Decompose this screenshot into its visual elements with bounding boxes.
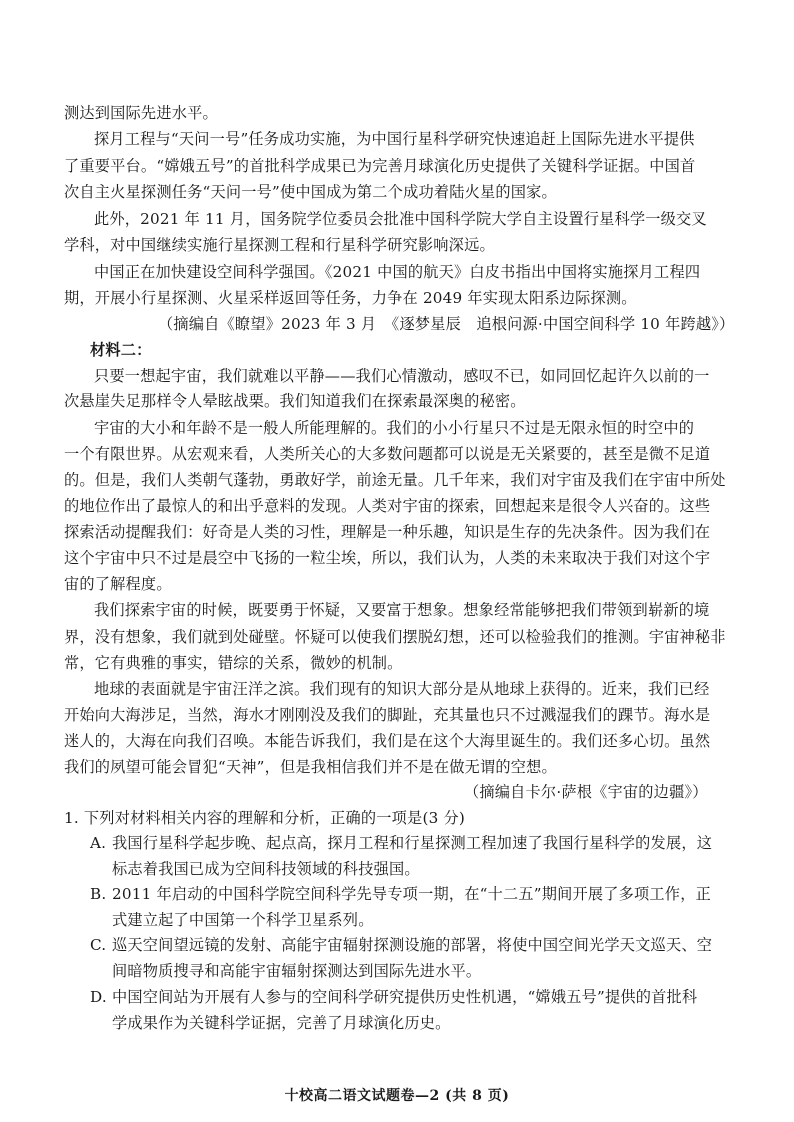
- text-line: 宙的了解程度。: [64, 575, 172, 593]
- option-b-text: 2011 年启动的中国科学院空间科学先导专项一期，在“十二五”期间开展了多项工作，正: [112, 885, 711, 903]
- text-line: 了重要平台。“嫦娥五号”的首批科学成果已为完善月球演化历史提供了关键科学证据。中国首: [64, 157, 696, 175]
- text-line: 测达到国际先进水平。: [64, 104, 218, 122]
- text-line: 开始向大海涉足，当然，海水才刚刚没及我们的脚趾，充其量也只不过溅湿我们的踝节。海水是: [64, 706, 711, 724]
- text-line: 的。但是，我们人类朝气蓬勃，勇敢好学，前途无量。几千年来，我们对宇宙及我们在宇宙中所处: [64, 471, 726, 489]
- text-line: 这个宇宙中只不过是晨空中飞扬的一粒尘埃，所以，我们认为，人类的未来取决于我们对这个宇: [64, 549, 711, 567]
- option-c-text: 间暗物质搜寻和高能宇宙辐射探测达到国际先进水平。: [112, 962, 482, 980]
- option-a-text: 我国行星科学起步晚、起点高，探月工程和行星探测工程加速了我国行星科学的发展，这: [112, 834, 713, 852]
- text-line: 中国正在加快建设空间科学强国。《2021 中国的航天》白皮书指出中国将实施探月工程四: [94, 263, 701, 281]
- text-line: 的地位作出了最惊人的和出乎意料的发现。人类对宇宙的探索，回想起来是很令人兴奋的。这些: [64, 497, 711, 515]
- text-line: 探索活动提醒我们：好奇是人类的习性，理解是一种乐趣，知识是生存的先决条件。因为我们在: [64, 523, 711, 541]
- option-d-text: 中国空间站为开展有人参与的空间科学研究提供历史性机遇，“嫦娥五号”提供的首批科: [112, 988, 698, 1006]
- text-line: 我们探索宇宙的时候，既要勇于怀疑，又要富于想象。想象经常能够把我们带领到崭新的境: [94, 601, 710, 619]
- option-label-c: C.: [90, 936, 107, 954]
- text-line: 一个有限世界。从宏观来看，人类所关心的大多数问题都可以说是无关紧要的，甚至是微不足道: [64, 445, 711, 463]
- section-heading: 材料二：: [90, 341, 152, 359]
- source-citation: （摘编自《瞭望》2023 年 3 月 《逐梦星辰 追根问源·中国空间科学 10 年跨越》）: [158, 315, 735, 333]
- option-label-d: D.: [90, 988, 107, 1006]
- option-a-text: 标志着我国已成为空间科技领域的科技强国。: [112, 860, 420, 878]
- text-line: 期，开展小行星探测、火星采样返回等任务，力争在 2049 年实现太阳系边际探测。: [64, 289, 637, 307]
- text-line: 我们的夙望可能会冒犯“天神”，但是我相信我们并不是在做无谓的空想。: [64, 758, 557, 776]
- page-footer: 十校高二语文试题卷—2 (共 8 页): [284, 1088, 510, 1104]
- option-b-text: 式建立起了中国第一个科学卫星系列。: [112, 911, 374, 929]
- text-line: 地球的表面就是宇宙汪洋之滨。我们现有的知识大部分是从地球上获得的。近来，我们已经: [94, 680, 710, 698]
- option-d-text: 学成果作为关键科学证据，完善了月球演化历史。: [112, 1014, 451, 1032]
- text-line: 宇宙的大小和年龄不是一般人所能理解的。我们的小小行星只不过是无限永恒的时空中的: [94, 419, 695, 437]
- text-line: 界，没有想象，我们就到处碰壁。怀疑可以使我们摆脱幻想，还可以检验我们的推测。宇宙神秘非: [64, 628, 726, 646]
- option-label-b: B.: [90, 885, 107, 903]
- text-line: 迷人的，大海在向我们召唤。本能告诉我们，我们是在这个大海里诞生的。我们还多心切。虽然: [64, 732, 711, 750]
- text-line: 探月工程与“天问一号”任务成功实施，为中国行星科学研究快速追赶上国际先进水平提供: [94, 130, 695, 148]
- text-line: 常，它有典雅的事实，错综的关系，微妙的机制。: [64, 654, 403, 672]
- option-c-text: 巡天空间望远镜的发射、高能宇宙辐射探测设施的部署，将使中国空间光学天文巡天、空: [112, 936, 713, 954]
- text-line: 此外，2021 年 11 月，国务院学位委员会批准中国科学院大学自主设置行星科学一级交叉: [94, 210, 707, 228]
- text-line: 次自主火星探测任务“天问一号”使中国成为第二个成功着陆火星的国家。: [64, 183, 557, 201]
- text-line: 只要一想起宇宙，我们就难以平静——我们心情激动，感叹不已，如同回忆起许久以前的一: [94, 367, 710, 385]
- question-stem: 1. 下列对材料相关内容的理解和分析，正确的一项是(3 分): [64, 809, 465, 827]
- source-citation: （摘编自卡尔·萨根《宇宙的边疆》）: [464, 783, 708, 801]
- text-line: 学科，对中国继续实施行星探测工程和行星科学研究影响深远。: [64, 236, 495, 254]
- option-label-a: A.: [90, 834, 107, 852]
- text-line: 次悬崖失足那样令人晕眩战栗。我们知道我们在探索最深奥的秘密。: [64, 392, 526, 410]
